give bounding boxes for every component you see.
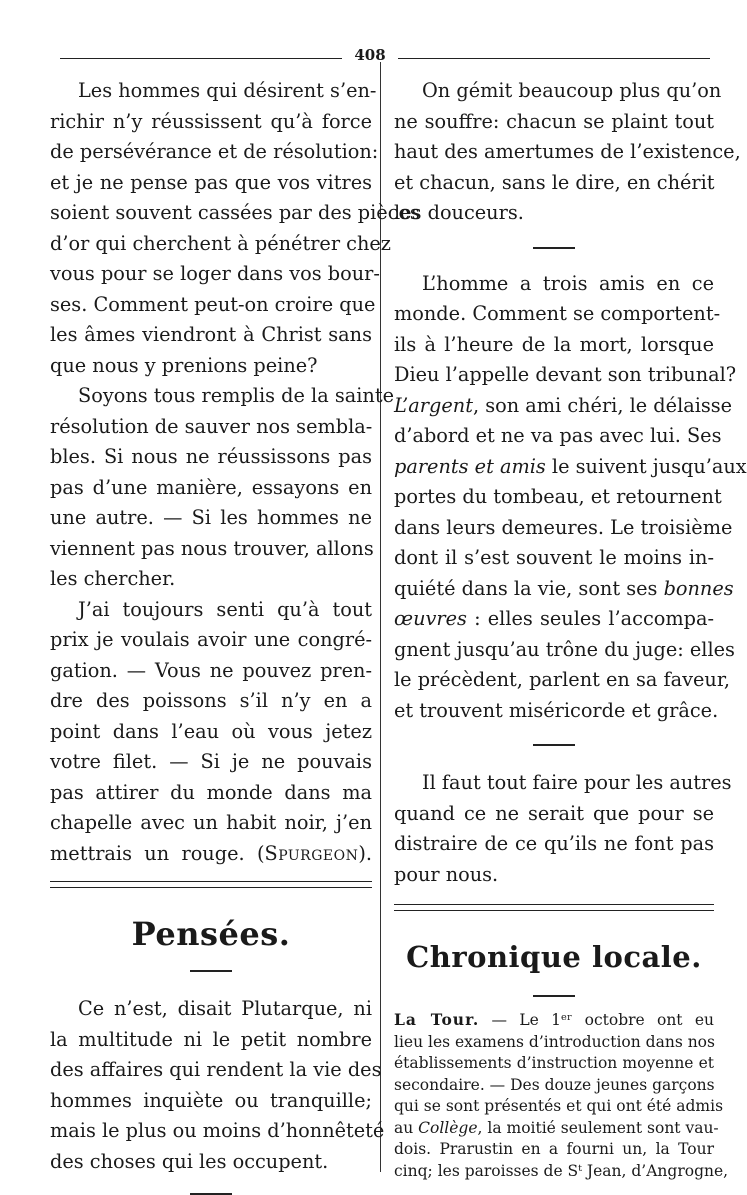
- text-line: L’homme a trois amis en ce: [422, 271, 714, 295]
- italic-term: œuvres: [394, 607, 467, 630]
- text-line: ne souffre: chacun se plaint tout: [394, 109, 714, 133]
- text-line: et je ne pense pas que vos vitres: [50, 170, 372, 194]
- text-line: des affaires qui rendent la vie des: [50, 1058, 382, 1081]
- text-line: dre des poissons s’il n’y en a: [50, 689, 372, 712]
- text-line: dois. Prarustin en a fourni un, la Tour: [394, 1140, 714, 1158]
- section-double-rule: [50, 881, 372, 888]
- text-line: le précèdent, parlent en sa faveur,: [394, 668, 731, 691]
- italic-term: L’argent: [394, 393, 473, 417]
- text-line: les chercher.: [50, 567, 176, 590]
- section-title-chronique-locale: Chronique locale.: [406, 940, 702, 974]
- text-line: des choses qui les occupent.: [50, 1149, 329, 1173]
- text-line: vous pour se loger dans vos bour-: [50, 262, 380, 285]
- text-line: prix je voulais avoir une congré-: [50, 628, 372, 651]
- text-line: lieu les examens d’introduction dans nos: [394, 1032, 715, 1051]
- text-line: que nous y prenions peine?: [50, 353, 318, 377]
- pensees-paragraph: [50, 994, 385, 1177]
- text-line: Ce n’est, disait Plutarque, ni: [78, 997, 372, 1020]
- page-header: [60, 46, 710, 66]
- text-line: les âmes viendront à Christ sans: [50, 323, 372, 346]
- text-fragment: — Le 1ᵉʳ octobre ont eu: [479, 1011, 714, 1029]
- text-line: Dieu l’appelle devant son tribunal?: [394, 363, 737, 386]
- text-line: [394, 1009, 714, 1032]
- text-line: pour nous.: [394, 862, 499, 886]
- text-line: chapelle avec un habit noir, j’en: [50, 811, 372, 834]
- text-line: résolution de sauver nos sembla-: [50, 414, 373, 438]
- right-column: [394, 76, 747, 1182]
- page-number: 408: [354, 46, 386, 64]
- text-fragment: au: [394, 1118, 419, 1137]
- text-line: votre filet. — Si je ne pouvais: [50, 750, 372, 773]
- text-line: hommes inquiète ou tranquille;: [50, 1088, 372, 1112]
- text-line: mais le plus ou moins d’honnêteté: [50, 1119, 385, 1142]
- chronique-paragraph: [394, 1009, 729, 1182]
- text-line: et trouvent miséricorde et grâce.: [394, 698, 719, 722]
- text-line: d’abord et ne va pas avec lui. Ses: [394, 424, 722, 447]
- text-line: gnent jusqu’au trône du juge: elles: [394, 637, 735, 661]
- text-line: point dans l’eau où vous jetez: [50, 719, 372, 743]
- text-line: [394, 391, 733, 422]
- article-paragraph-2: [50, 381, 394, 595]
- text-fragment: mettrais un rouge. (: [50, 841, 265, 865]
- text-line: dans leurs demeures. Le troisième: [394, 515, 733, 539]
- text-line: [394, 452, 747, 483]
- text-line: viennent pas nous trouver, allons: [50, 536, 374, 560]
- text-line: haut des amertumes de l’existence,: [394, 140, 741, 163]
- text-line: quand ce ne serait que pour se: [394, 801, 714, 825]
- text-line: J’ai toujours senti qu’à tout: [78, 597, 372, 621]
- author-name: Spurgeon: [264, 841, 359, 865]
- italic-term: parents et amis: [394, 454, 546, 478]
- text-fragment: , son ami chéri, le délaisse: [472, 393, 733, 417]
- italic-term: Collège: [418, 1118, 478, 1137]
- text-line: cinq; les paroisses de Sᵗ Jean, d’Angrogne,: [394, 1161, 729, 1180]
- text-line: bles. Si nous ne réussissons pas: [50, 445, 372, 468]
- text-line: richir n’y réussissent qu’à force: [50, 109, 372, 133]
- text-line: dont il s’est souvent le moins in-: [394, 546, 714, 569]
- section-title-pensees: Pensées.: [131, 915, 291, 953]
- text-line: portes du tombeau, et retournent: [394, 485, 722, 508]
- text-line: d’or qui cherchent à pénétrer chez: [50, 231, 391, 255]
- text-line: ses. Comment peut-on croire que: [50, 292, 376, 316]
- maxim-paragraph-2: [394, 269, 747, 727]
- text-fragment: le suivent jusqu’aux: [545, 454, 747, 478]
- text-line: [394, 574, 734, 605]
- text-fragment: quiété dans la vie, sont ses: [394, 576, 664, 600]
- text-line: pas d’une manière, essayons en: [50, 475, 372, 499]
- maxim-paragraph-3: [394, 768, 732, 890]
- text-line: Les hommes qui désirent s’en-: [78, 79, 377, 102]
- text-line: [394, 1118, 719, 1140]
- text-fragment: : elles seules l’accompa-: [466, 607, 714, 630]
- text-line: [50, 839, 372, 870]
- text-line: de persévérance et de résolution:: [50, 140, 379, 163]
- text-line: pas attirer du monde dans ma: [50, 780, 372, 804]
- maxim-paragraph-1: [394, 76, 741, 229]
- text-line: soient souvent cassées par des pièces: [50, 201, 420, 224]
- text-line: les douceurs.: [394, 201, 524, 224]
- text-line: la multitude ni le petit nombre: [50, 1027, 372, 1051]
- text-line: qui se sont présentés et qui ont été admis: [394, 1097, 724, 1115]
- section-double-rule: [394, 904, 714, 911]
- text-line: [394, 604, 714, 635]
- text-line: et chacun, sans le dire, en chérit: [394, 170, 715, 194]
- place-name: La Tour.: [394, 1010, 480, 1029]
- header-rule-left: [60, 58, 342, 59]
- header-rule-right: [398, 58, 710, 59]
- article-paragraph-1: [50, 76, 420, 381]
- text-line: On gémit beaucoup plus qu’on: [422, 79, 722, 102]
- column-divider: [380, 62, 381, 1172]
- italic-term: bonnes: [663, 576, 734, 600]
- article-paragraph-3: [50, 595, 372, 870]
- text-line: Il faut tout faire pour les autres: [422, 771, 732, 794]
- text-line: distraire de ce qu’ils ne font pas: [394, 832, 714, 855]
- text-line: établissements d’instruction moyenne et: [394, 1054, 714, 1072]
- text-line: une autre. — Si les hommes ne: [50, 506, 372, 529]
- text-fragment: ).: [358, 841, 372, 865]
- text-line: secondaire. — Des douze jeunes garçons: [394, 1075, 715, 1094]
- text-line: monde. Comment se comportent-: [394, 302, 721, 325]
- left-column: [50, 76, 420, 1195]
- text-line: ils à l’heure de la mort, lorsque: [394, 332, 714, 356]
- text-fragment: , la moitié seulement sont vau-: [477, 1118, 719, 1137]
- text-line: Soyons tous remplis de la sainte: [78, 384, 394, 407]
- text-line: gation. — Vous ne pouvez pren-: [50, 658, 372, 682]
